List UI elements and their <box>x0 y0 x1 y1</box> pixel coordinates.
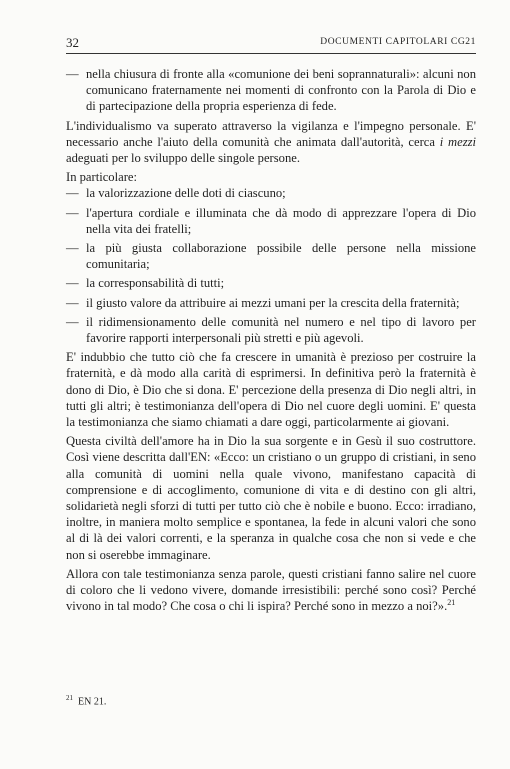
list-intro: In particolare: <box>66 170 137 185</box>
list-item <box>66 314 476 346</box>
page-number: 32 <box>66 35 79 50</box>
dash-marker: — <box>66 205 79 220</box>
page-header <box>66 35 476 54</box>
list-item <box>66 205 476 237</box>
dash-marker: — <box>66 67 79 81</box>
footnote-number: 21 <box>66 694 73 702</box>
footnote-text: EN 21. <box>78 696 107 708</box>
dash-marker: — <box>66 295 79 310</box>
paragraph-text: Allora con tale testimonianza senza parole, questi cristiani fanno salire nel cuore di coloro che li vedono vivere, domande irresistibili: perché sono così? Perché vivono in tal modo? Che cosa o chi li ispira? Perché sono in mezzo a noi?». <box>66 566 476 614</box>
list-item-text: il ridimensionamento delle comunità nel numero e nel tipo di lavoro per favorire rapporti interpersonali più stretti e più agevoli. <box>86 314 476 346</box>
footnote <box>66 694 106 707</box>
dash-marker: — <box>66 186 79 201</box>
dash-marker: — <box>66 314 79 329</box>
dash-marker: — <box>66 241 79 256</box>
paragraph <box>66 118 476 167</box>
list-item-text: la corresponsabilità di tutti; <box>86 276 225 291</box>
list-item <box>66 275 476 291</box>
list-item <box>66 240 476 272</box>
paragraph-text: adeguati per lo sviluppo delle singole persone. <box>66 151 300 166</box>
page-body <box>66 66 476 618</box>
dash-marker: — <box>66 276 79 291</box>
emphasis-text: i mezzi <box>439 134 476 149</box>
list-item-text: il giusto valore da attribuire ai mezzi umani per la crescita della fraternità; <box>86 295 460 310</box>
paragraph <box>66 566 476 615</box>
list-item <box>66 66 476 115</box>
paragraph: Questa civiltà dell'amore ha in Dio la sua sorgente e in Gesù il suo costruttore. Così viene descritta dall'EN: «Ecco: un cristiano o un gruppo di cristiani, in seno alla comunità di uomini nella quale vivono, manifestano capacità di comprensione e di accoglimento, comunione di vita e di destino con gli altri, solidarietà negli sforzi di tutti per tutto ciò che è nobile e buono. Ecco: irradiano, inoltre, in maniera molto semplice e spontanea, la fede in alcuni valori che sono al di là dei valori correnti, e la speranza in qualche cosa che non si vede e che non si oserebbe immaginare. <box>66 434 476 562</box>
running-title: DOCUMENTI CAPITOLARI CG21 <box>320 37 476 47</box>
list-item-text: la valorizzazione delle doti di ciascuno; <box>86 186 286 201</box>
list-item <box>66 295 476 311</box>
list-item-text: la più giusta collaborazione possibile delle persone nella missione comunitaria; <box>86 241 476 272</box>
list-item-text: l'apertura cordiale e illuminata che dà modo di apprezzare l'opera di Dio nella vita dei fratelli; <box>86 205 476 236</box>
list-item-text: nella chiusura di fronte alla «comunione dei beni soprannaturali»: alcuni non comunicano fraternamente nei momenti di confronto con la Parola di Dio e di partecipazione della propria esperienza di fede. <box>86 67 476 114</box>
paragraph-text: L'individualismo va superato attraverso la vigilanza e l'impegno personale. E' necessario anche l'aiuto della comunità che animata dall'autorità, cerca <box>66 118 476 149</box>
list-item <box>66 185 476 201</box>
paragraph: E' indubbio che tutto ciò che fa crescere in umanità è prezioso per costruire la fraternità, e dà modo alla carità di esprimersi. In definitiva però la fraternità è dono di Dio, è Dio che si dona. E' percezione della presenza di Dio negli altri, in tutti gli altri; è testimonianza dell'opera di Dio nel cuore degli uomini. E' questa la testimonianza che siamo chiamati a dare oggi, particolarmente ai giovani. <box>66 350 476 430</box>
footnote-reference[interactable]: 21 <box>447 598 456 608</box>
